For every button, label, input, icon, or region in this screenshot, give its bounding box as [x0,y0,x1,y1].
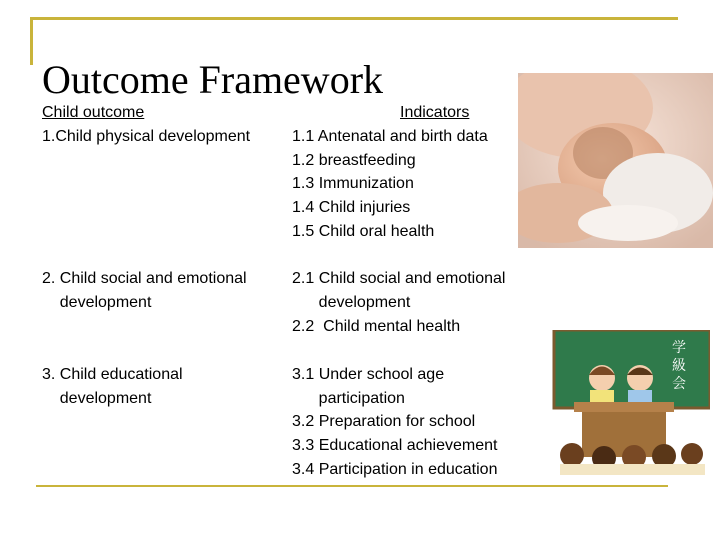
outcome-2-label: 2. Child social and emotional development [42,270,247,311]
indicator-1-2: 1.2 breastfeeding [292,152,416,169]
breastfeeding-photo [518,73,713,248]
blackboard-char-2: 級 [672,358,686,374]
classroom-illustration [552,330,710,475]
indicators-header: Indicators [400,104,470,121]
indicator-1-4: 1.4 Child injuries [292,199,411,216]
indicator-2-2: 2.2 Child mental health [292,318,461,335]
indicator-3-3: 3.3 Educational achievement [292,437,498,454]
outcome-3-label: 3. Child educational development [42,366,183,407]
top-decor-line [30,17,678,20]
outcome-1-label: 1.Child physical development [42,128,251,145]
left-decor-line [30,17,33,65]
blackboard-char-3: 会 [672,376,686,392]
indicator-3-1: 3.1 Under school age participation [292,366,445,407]
blackboard-char-1: 学 [672,340,686,356]
indicator-1-3: 1.3 Immunization [292,175,414,192]
indicator-3-2: 3.2 Preparation for school [292,413,476,430]
indicator-1-5: 1.5 Child oral health [292,223,435,240]
slide-title: Outcome Framework [42,57,384,102]
bottom-decor-line [36,485,668,487]
child-outcome-header: Child outcome [42,104,145,121]
indicator-1-1: 1.1 Antenatal and birth data [292,128,488,145]
indicator-2-1: 2.1 Child social and emotional development [292,270,506,311]
indicator-3-4: 3.4 Participation in education [292,461,498,478]
